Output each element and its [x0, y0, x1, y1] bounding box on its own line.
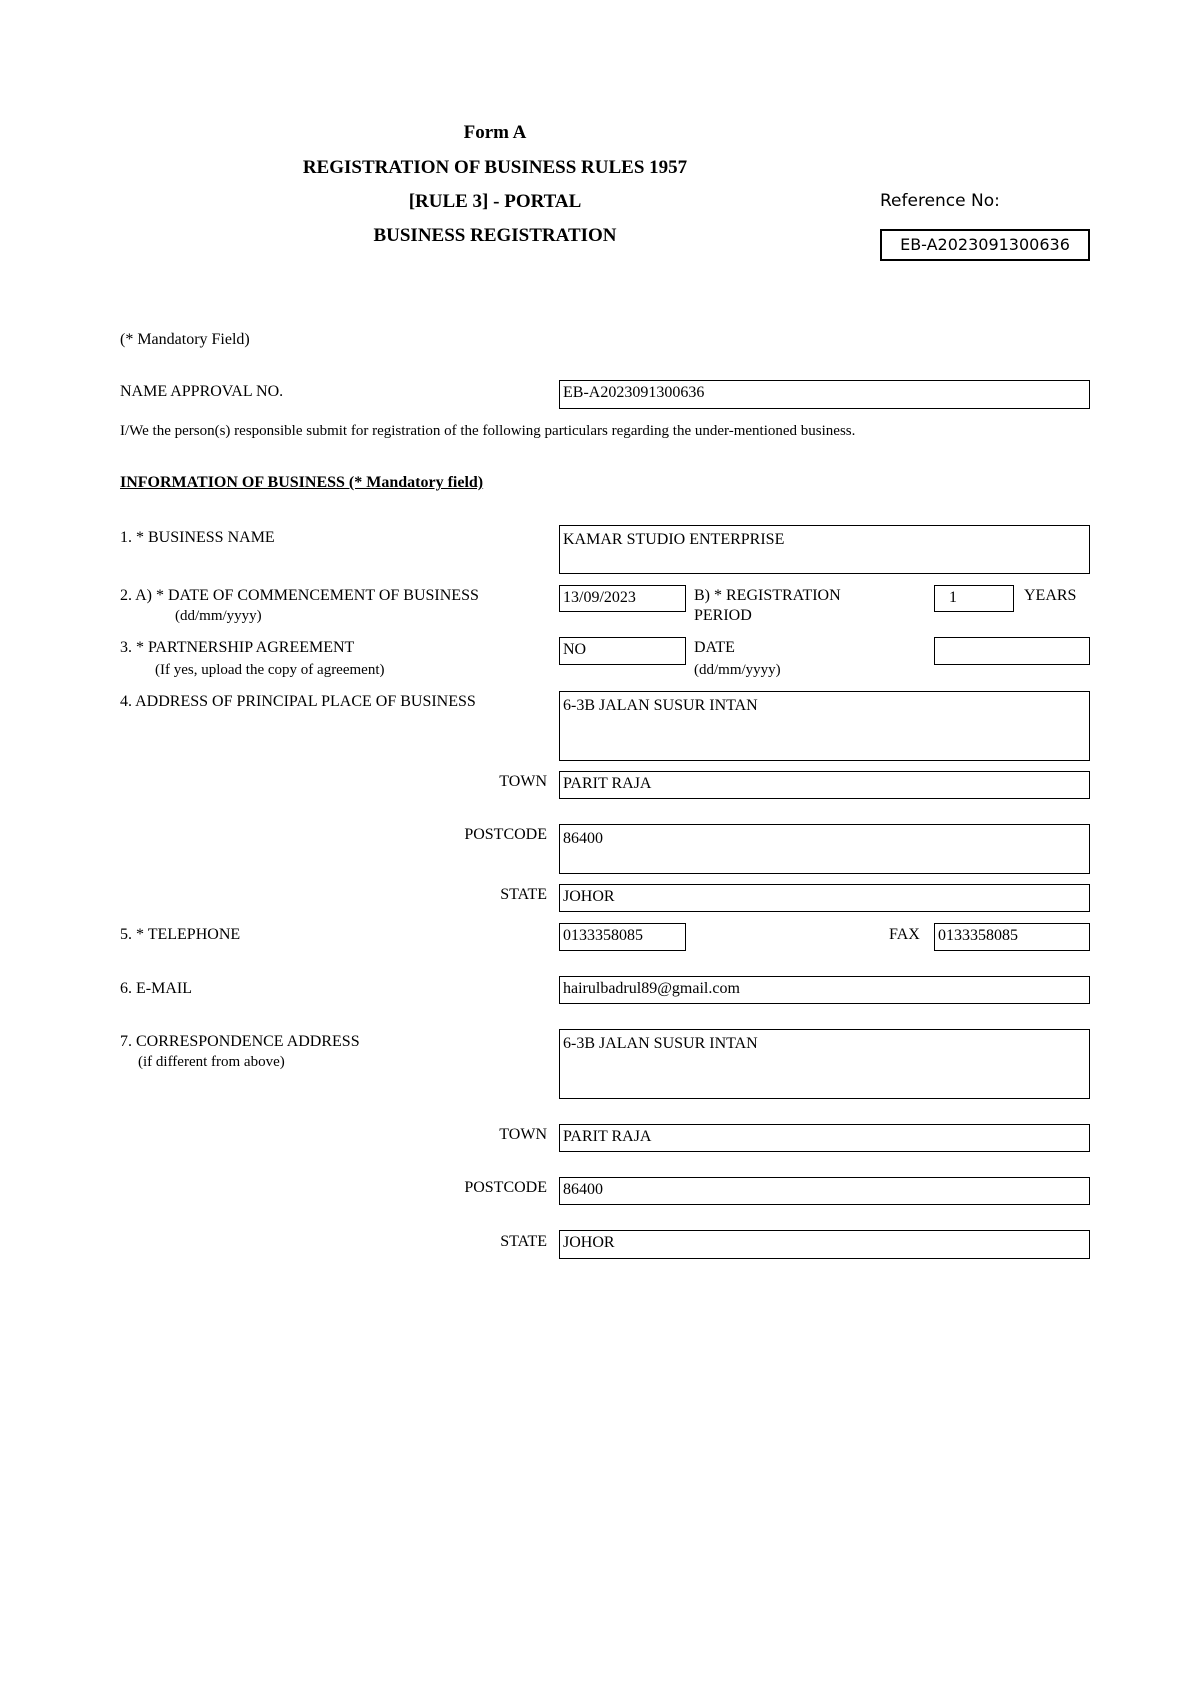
correspondence-town-field[interactable]: PARIT RAJA: [559, 1124, 1090, 1152]
registration-period-label-2: PERIOD: [694, 607, 752, 624]
commencement-label: 2. A) * DATE OF COMMENCEMENT OF BUSINESS: [120, 587, 479, 604]
partnership-date-format: (dd/mm/yyyy): [694, 662, 781, 678]
correspondence-postcode-label: POSTCODE: [464, 1179, 547, 1196]
partnership-date-field[interactable]: [934, 637, 1090, 665]
section-title: INFORMATION OF BUSINESS (* Mandatory field): [120, 474, 484, 491]
partnership-date-label: DATE: [694, 639, 735, 656]
principal-address-field[interactable]: 6-3B JALAN SUSUR INTAN: [559, 691, 1090, 761]
correspondence-town-label: TOWN: [499, 1126, 547, 1143]
declaration-text: I/We the person(s) responsible submit for registration of the following particulars regarding the under-mentioned business.: [120, 423, 856, 439]
commencement-date-field[interactable]: 13/09/2023: [559, 585, 686, 612]
partnership-field[interactable]: NO: [559, 637, 686, 665]
page-title: BUSINESS REGISTRATION: [373, 225, 617, 246]
principal-town-label: TOWN: [499, 773, 547, 790]
commencement-format: (dd/mm/yyyy): [175, 608, 262, 624]
rules-title: REGISTRATION OF BUSINESS RULES 1957: [302, 157, 688, 178]
email-field[interactable]: hairulbadrul89@gmail.com: [559, 976, 1090, 1004]
principal-state-field[interactable]: JOHOR: [559, 884, 1090, 912]
fax-label: FAX: [889, 926, 920, 943]
correspondence-state-field[interactable]: JOHOR: [559, 1230, 1090, 1259]
reference-number: EB-A2023091300636: [880, 229, 1090, 261]
business-name-field[interactable]: KAMAR STUDIO ENTERPRISE: [559, 525, 1090, 574]
registration-period-field[interactable]: 1: [934, 585, 1014, 612]
correspondence-label: 7. CORRESPONDENCE ADDRESS: [120, 1033, 360, 1050]
name-approval-label: NAME APPROVAL NO.: [120, 383, 284, 400]
email-label: 6. E-MAIL: [120, 980, 192, 997]
registration-period-unit: YEARS: [1024, 587, 1077, 604]
partnership-hint: (If yes, upload the copy of agreement): [155, 662, 385, 678]
registration-period-label: B) * REGISTRATION: [694, 587, 841, 604]
mandatory-note: (* Mandatory Field): [120, 331, 250, 348]
correspondence-hint: (if different from above): [138, 1054, 285, 1070]
principal-town-field[interactable]: PARIT RAJA: [559, 771, 1090, 799]
partnership-label: 3. * PARTNERSHIP AGREEMENT: [120, 639, 355, 656]
business-name-label: 1. * BUSINESS NAME: [120, 529, 275, 546]
rule-title: [RULE 3] - PORTAL: [408, 191, 582, 212]
correspondence-address-field[interactable]: 6-3B JALAN SUSUR INTAN: [559, 1029, 1090, 1099]
principal-address-label: 4. ADDRESS OF PRINCIPAL PLACE OF BUSINESS: [120, 693, 476, 710]
name-approval-field[interactable]: EB-A2023091300636: [559, 380, 1090, 409]
principal-postcode-label: POSTCODE: [464, 826, 547, 843]
telephone-label: 5. * TELEPHONE: [120, 926, 241, 943]
correspondence-postcode-field[interactable]: 86400: [559, 1177, 1090, 1205]
fax-field[interactable]: 0133358085: [934, 923, 1090, 951]
correspondence-state-label: STATE: [500, 1233, 547, 1250]
principal-postcode-field[interactable]: 86400: [559, 824, 1090, 874]
form-title: Form A: [463, 122, 527, 143]
principal-state-label: STATE: [500, 886, 547, 903]
reference-label: Reference No:: [880, 191, 1000, 211]
telephone-field[interactable]: 0133358085: [559, 923, 686, 951]
